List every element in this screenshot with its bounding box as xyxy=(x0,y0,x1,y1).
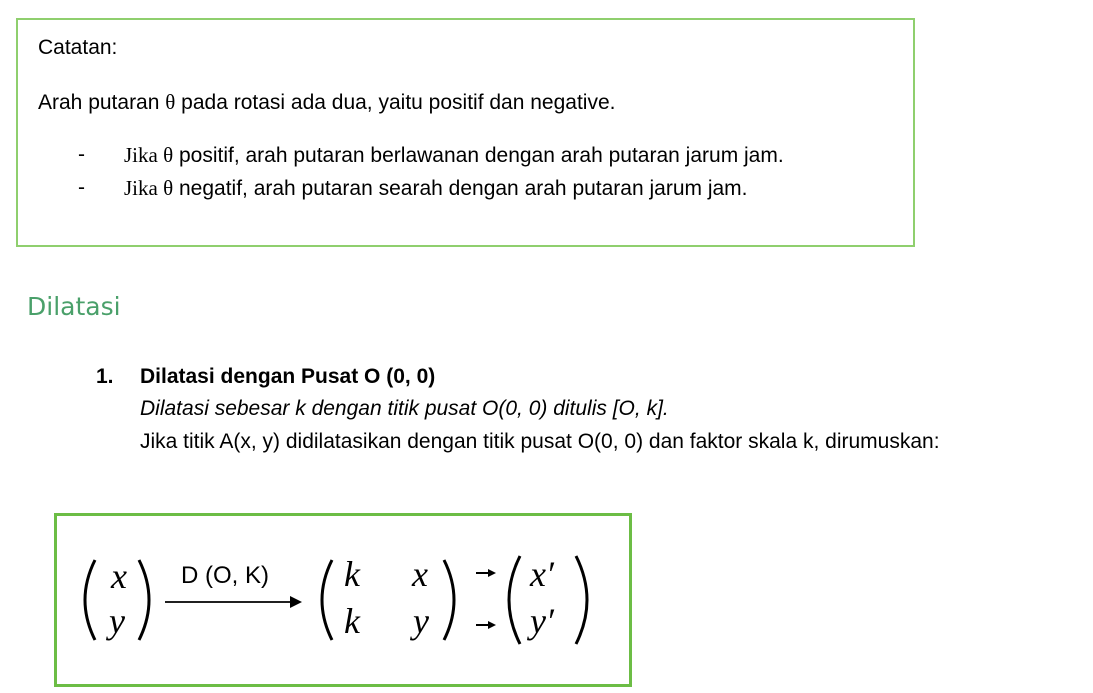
note-title: Catatan: xyxy=(38,36,118,59)
result-x-prime: x′ xyxy=(530,554,554,594)
vector-x: x xyxy=(111,556,127,596)
theta-symbol: θ xyxy=(165,90,176,114)
left-paren xyxy=(509,556,520,644)
note-box xyxy=(16,18,915,247)
jika-word: Jika xyxy=(124,176,164,200)
list-item xyxy=(78,176,784,209)
jika-word: Jika xyxy=(124,143,164,167)
matrix-x: x xyxy=(412,554,428,594)
item-definition: Dilatasi sebesar k dengan titik pusat O(0, 0) ditulis [O, k]. xyxy=(140,397,669,420)
matrix-k-top: k xyxy=(344,554,360,594)
dilation-formula xyxy=(57,516,629,684)
arrow-head-icon xyxy=(290,596,302,608)
list-item-text: positif, arah putaran berlawanan dengan arah putaran jarum jam. xyxy=(173,144,784,167)
left-paren xyxy=(322,560,332,640)
list-dash: - xyxy=(78,143,85,166)
list-dash: - xyxy=(78,176,85,199)
list-item-text: negatif, arah putaran searah dengan arah putaran jarum jam. xyxy=(173,177,748,200)
list-item xyxy=(78,143,784,176)
note-list xyxy=(78,143,784,209)
item-title: Dilatasi dengan Pusat O (0, 0) xyxy=(140,365,436,388)
matrix-k-bottom: k xyxy=(344,601,360,641)
note-intro-start: Arah putaran xyxy=(38,91,166,114)
result-y-prime: y′ xyxy=(530,601,554,641)
item-number: 1. xyxy=(96,365,114,388)
right-paren xyxy=(444,560,454,640)
note-intro xyxy=(38,90,615,115)
formula-box xyxy=(54,513,632,687)
arrow-right-icon xyxy=(488,621,496,629)
right-paren xyxy=(139,560,149,640)
left-paren xyxy=(85,560,95,640)
arrow-label: D (O, K) xyxy=(181,562,269,589)
item-description: Jika titik A(x, y) didilatasikan dengan titik pusat O(0, 0) dan faktor skala k, dirumuskan: xyxy=(140,430,940,453)
theta-symbol: θ xyxy=(163,176,174,200)
section-heading: Dilatasi xyxy=(27,292,121,321)
vector-y: y xyxy=(109,601,125,641)
matrix-y: y xyxy=(413,601,429,641)
theta-symbol: θ xyxy=(163,143,174,167)
right-paren xyxy=(576,556,587,644)
arrow-right-icon xyxy=(488,569,496,577)
note-intro-end: pada rotasi ada dua, yaitu positif dan negative. xyxy=(175,91,616,114)
